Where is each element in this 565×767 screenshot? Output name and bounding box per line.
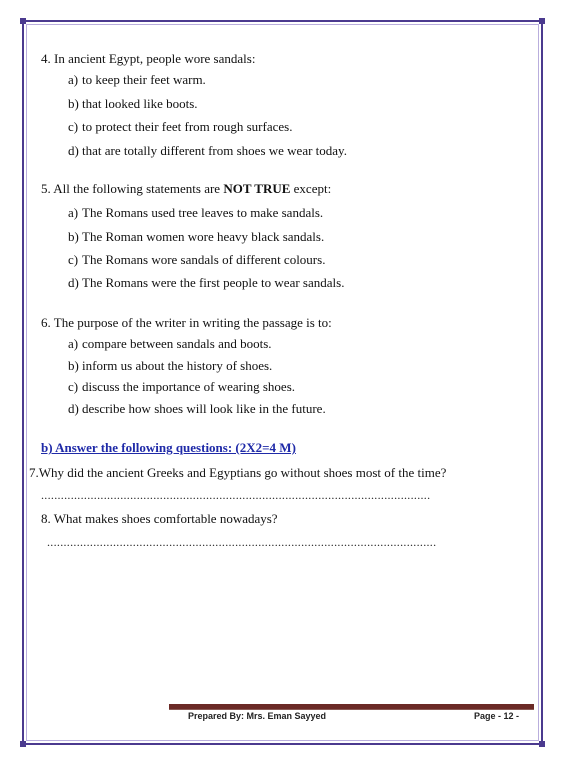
- option-text: that are totally different from shoes we wear today.: [82, 143, 347, 158]
- option-text: discuss the importance of wearing shoes.: [82, 379, 296, 394]
- question-7-stem: 7.Why did the ancient Greeks and Egyptians go without shoes most of the time?: [29, 465, 447, 480]
- option-letter: b): [68, 96, 79, 111]
- question-5-option-c: [68, 252, 325, 268]
- option-text: The Roman women wore heavy black sandals.: [82, 229, 325, 244]
- option-text: to protect their feet from rough surfaces.: [82, 119, 293, 134]
- option-letter: b): [68, 358, 79, 373]
- question-6-option-c: [68, 379, 295, 395]
- question-5-stem: [41, 181, 331, 197]
- question-5-option-d: [68, 275, 344, 291]
- option-letter: a): [68, 72, 79, 87]
- question-5-option-a: [68, 205, 323, 221]
- option-letter: b): [68, 229, 79, 244]
- option-text: compare between sandals and boots.: [82, 336, 272, 351]
- border-corner: [539, 741, 545, 747]
- option-text: The Romans used tree leaves to make sandals.: [82, 205, 324, 220]
- border-corner: [20, 18, 26, 24]
- option-text: to keep their feet warm.: [82, 72, 206, 87]
- option-letter: c): [68, 252, 79, 267]
- question-4-option-b: [68, 96, 198, 112]
- question-5-stem-post: except:: [290, 181, 332, 196]
- option-letter: c): [68, 119, 79, 134]
- question-6-stem: 6. The purpose of the writer in writing the passage is to:: [41, 315, 332, 330]
- option-letter: c): [68, 379, 79, 394]
- answer-line-7[interactable]: ......................................................................................................................: [41, 488, 431, 502]
- option-text: The Romans were the first people to wear sandals.: [82, 275, 345, 290]
- option-text: describe how shoes will look like in the future.: [82, 401, 326, 416]
- option-text: that looked like boots.: [82, 96, 198, 111]
- question-8-stem: 8. What makes shoes comfortable nowadays?: [41, 511, 278, 526]
- question-6-option-b: [68, 358, 272, 374]
- option-letter: d): [68, 275, 79, 290]
- footer-rule: [169, 709, 534, 710]
- footer-prepared-by: Prepared By: Mrs. Eman Sayyed: [188, 711, 327, 721]
- option-letter: a): [68, 205, 79, 220]
- question-6-option-d: [68, 401, 326, 417]
- border-corner: [20, 741, 26, 747]
- question-4-option-c: [68, 119, 292, 135]
- option-letter: d): [68, 143, 79, 158]
- question-6-option-a: [68, 336, 272, 352]
- answer-line-8[interactable]: ......................................................................................................................: [47, 535, 437, 549]
- question-4-option-d: [68, 143, 347, 159]
- question-5-stem-pre: 5. All the following statements are: [41, 181, 224, 196]
- section-b-title: b) Answer the following questions: (2X2=4 M): [41, 440, 296, 455]
- option-text: The Romans wore sandals of different colours.: [82, 252, 326, 267]
- border-corner: [539, 18, 545, 24]
- question-4-stem: 4. In ancient Egypt, people wore sandals:: [41, 51, 256, 66]
- option-text: inform us about the history of shoes.: [82, 358, 273, 373]
- question-5-stem-bold: NOT TRUE: [223, 181, 291, 196]
- question-5-option-b: [68, 229, 324, 245]
- option-letter: d): [68, 401, 79, 416]
- footer-page-number: Page - 12 -: [474, 711, 520, 721]
- question-4-option-a: [68, 72, 206, 88]
- option-letter: a): [68, 336, 79, 351]
